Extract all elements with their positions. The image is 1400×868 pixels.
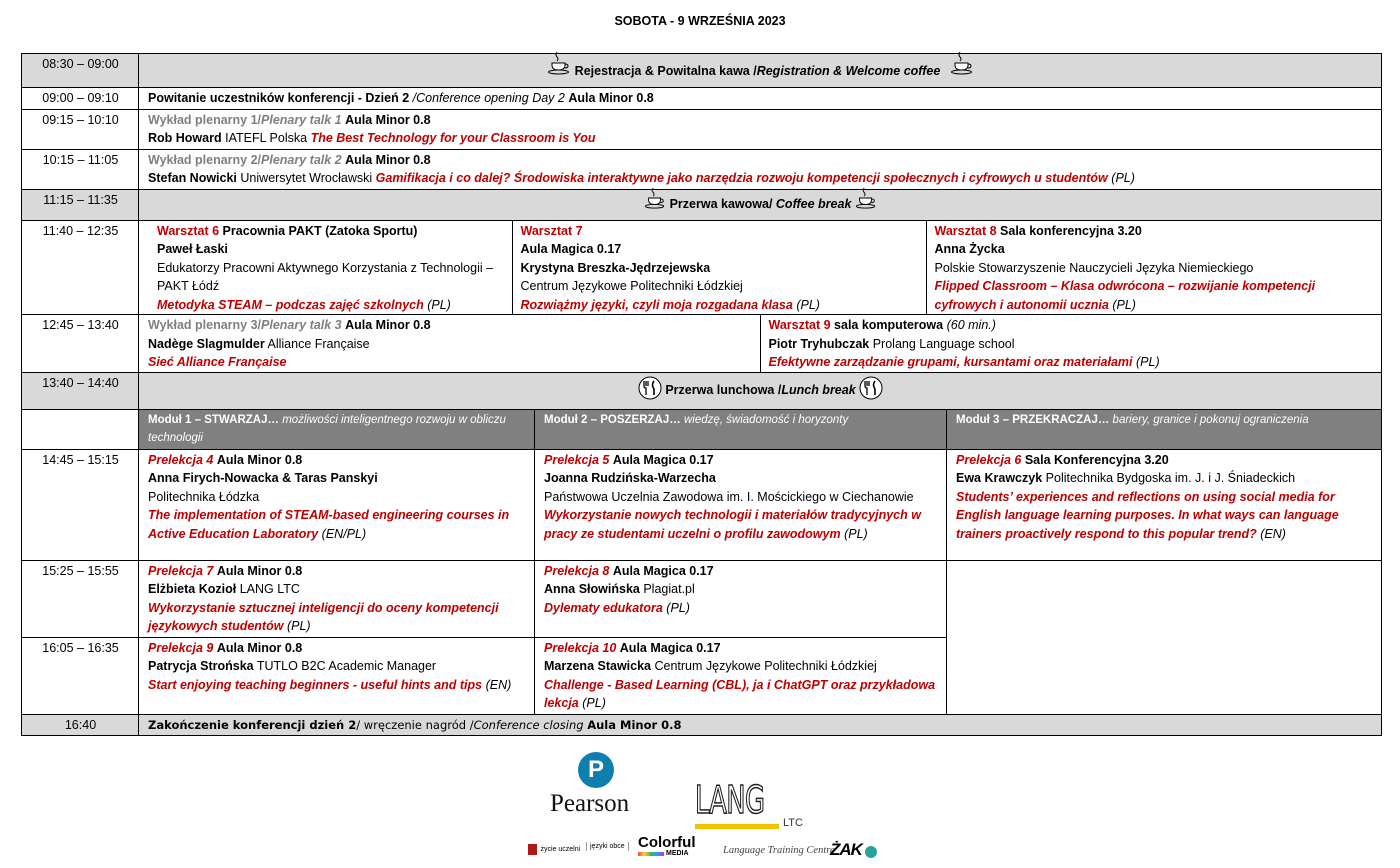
row-plenary-1 xyxy=(22,109,1382,149)
row-coffee-break xyxy=(22,189,1382,220)
row-lunch-break xyxy=(22,372,1382,409)
session-tag: Wykład plenarny 3/ xyxy=(148,318,262,332)
lang-wordmark: LANG xyxy=(695,778,765,822)
room-label: Aula Minor 0.8 xyxy=(587,717,682,732)
zycie-mark xyxy=(528,844,537,855)
session-tag: Warsztat 8 xyxy=(934,223,997,238)
speaker-name: Nadège Slagmulder xyxy=(148,336,265,351)
workshop-7 xyxy=(512,221,926,315)
zak-logo xyxy=(830,840,890,864)
coffee-break-label-en: Coffee break xyxy=(775,197,852,212)
talk-title: Dylematy edukatora xyxy=(544,600,663,615)
opening-title-en: /Conference opening Day 2 xyxy=(412,91,565,105)
plenary-3 xyxy=(139,315,760,372)
language-tag: (PL) xyxy=(286,619,311,633)
room-label: sala komputerowa xyxy=(834,318,944,332)
time-cell: 16:05 – 16:35 xyxy=(22,637,139,714)
module-desc: wiedzę, świadomość i horyzonty xyxy=(683,413,849,426)
speaker-org: LANG LTC xyxy=(239,582,300,596)
room-label: Sala konferencyjna 3.20 xyxy=(1000,223,1142,238)
lunch-label: Przerwa lunchowa / xyxy=(665,382,782,397)
talk-title: The Best Technology for your Classroom is You xyxy=(310,131,596,145)
pearson-logo xyxy=(548,752,648,822)
speaker-name: Ewa Krawczyk xyxy=(956,471,1043,485)
row-talks-1525 xyxy=(22,560,1382,637)
talk-title: Challenge - Based Learning (CBL), ja i ChatGPT oraz przykładowa lekcja xyxy=(544,677,936,710)
room-label: Aula Minor 0.8 xyxy=(345,112,431,127)
language-tag: (EN) xyxy=(1260,526,1286,541)
speaker-org: Prolang Language school xyxy=(872,336,1015,351)
coffee-break-label: Przerwa kawowa/ xyxy=(669,197,773,212)
speaker-org: Alliance Française xyxy=(267,336,370,351)
speaker-name: Paweł Łaski xyxy=(157,242,228,256)
closing-mid: / wręczenie nagród / xyxy=(356,717,474,732)
pearson-wordmark: Pearson xyxy=(550,790,630,817)
row-registration xyxy=(22,54,1382,88)
room-label: Aula Minor 0.8 xyxy=(216,563,303,578)
talk-title: Start enjoying teaching beginners - useful hints and tips xyxy=(148,677,483,692)
lunch-label-en: Lunch break xyxy=(781,382,856,397)
talk-title: Gamifikacja i co dalej? Środowiska interaktywne jako narzędzia rozwoju kompetencji społecznych i cyfrowych u studentów xyxy=(375,171,1108,185)
module-3-header xyxy=(947,409,1382,449)
speaker-org: IATEFL Polska xyxy=(225,131,308,145)
registration-label-en: Registration & Welcome coffee xyxy=(756,63,941,78)
row-closing xyxy=(22,714,1382,736)
talk-prelekcja-4 xyxy=(139,449,535,560)
duration-note: (60 min.) xyxy=(946,318,996,332)
session-tag: Prelekcja 5 xyxy=(544,452,610,467)
room-label: Aula Magica 0.17 xyxy=(612,563,714,578)
speaker-name: Marzena Stawicka xyxy=(544,659,651,673)
session-tag: Prelekcja 9 xyxy=(148,640,214,655)
language-tag: (EN) xyxy=(485,677,512,692)
talk-prelekcja-6 xyxy=(947,449,1382,560)
colorful-sub: MEDIA xyxy=(666,850,689,857)
schedule-table xyxy=(21,53,1382,736)
module-desc: możliwości inteligentnego rozwoju w obliczu technologii xyxy=(148,413,506,444)
session-tag: Warsztat 7 xyxy=(520,223,583,238)
speaker-name: Anna Słowińska xyxy=(544,582,640,596)
time-cell: 11:15 – 11:35 xyxy=(22,189,139,220)
room-label: Aula Magica 0.17 xyxy=(612,452,714,467)
lang-tagline: Language Training Centre xyxy=(723,845,835,856)
workshop-9 xyxy=(760,315,1381,372)
language-tag: (PL) xyxy=(844,526,868,541)
room-label: Aula Minor 0.8 xyxy=(345,318,431,332)
speaker-name: Piotr Tryhubczak xyxy=(768,336,870,351)
room-label: Aula Minor 0.8 xyxy=(216,640,303,655)
colorful-text: Colorful xyxy=(638,834,696,851)
language-tag: (PL) xyxy=(1111,171,1135,185)
speaker-name: Joanna Rudzińska-Warzecha xyxy=(544,471,716,485)
time-cell: 14:45 – 15:15 xyxy=(22,449,139,560)
time-cell: 13:40 – 14:40 xyxy=(22,372,139,409)
talk-title: Metodyka STEAM – podczas zajęć szkolnych xyxy=(157,297,424,312)
speaker-org: TUTLO B2C Academic Manager xyxy=(256,659,437,673)
speaker-name: Elżbieta Kozioł xyxy=(148,582,237,596)
time-cell: 10:15 – 11:05 xyxy=(22,149,139,189)
session-tag: Prelekcja 6 xyxy=(956,452,1022,467)
language-tag: (PL) xyxy=(796,297,820,312)
row-workshops xyxy=(22,220,1382,315)
session-tag: Warsztat 9 xyxy=(768,318,831,332)
row-talks-1445 xyxy=(22,449,1382,560)
talk-prelekcja-5 xyxy=(535,449,947,560)
coffee-cup-icon xyxy=(547,51,571,81)
coffee-cup-icon xyxy=(950,51,974,81)
row-plenary-3 xyxy=(22,315,1382,373)
closing-title-en: Conference closing xyxy=(473,717,584,732)
language-tag: (PL) xyxy=(427,297,451,312)
module-2-header xyxy=(535,409,947,449)
empty-cell xyxy=(947,560,1382,714)
plenary3-subtable xyxy=(139,315,1381,372)
session-tag: Prelekcja 4 xyxy=(148,452,214,467)
session-tag: Wykład plenarny 1/ xyxy=(148,112,262,127)
time-cell: 09:00 – 09:10 xyxy=(22,88,139,110)
time-cell: 15:25 – 15:55 xyxy=(22,560,139,637)
zycie-logo xyxy=(528,842,580,856)
row-opening xyxy=(22,88,1382,110)
opening-title: Powitanie uczestników konferencji - Dzień 2 xyxy=(148,91,410,105)
speaker-name: Krystyna Breszka-Jędrzejewska xyxy=(520,260,711,275)
speaker-name: Anna Firych-Nowacka & Taras Panskyi xyxy=(148,471,378,485)
speaker-org: Politechnika Bydgoska im. J. i J. Śniadeckich xyxy=(1045,471,1296,485)
row-module-headers xyxy=(22,409,1382,449)
module-title: Moduł 3 – PRZEKRACZAJ… xyxy=(956,413,1110,426)
talk-title: Efektywne zarządzanie grupami, kursantami oraz materiałami xyxy=(768,355,1133,369)
time-cell: 11:40 – 12:35 xyxy=(22,220,139,315)
module-1-header xyxy=(139,409,535,449)
language-tag: (PL) xyxy=(1136,355,1160,369)
speaker-org: Centrum Językowe Politechniki Łódzkiej xyxy=(654,659,877,673)
room-label: Aula Minor 0.8 xyxy=(345,152,431,167)
closing-title: Zakończenie konferencji dzień 2 xyxy=(148,717,357,732)
speaker-org: Plagiat.pl xyxy=(643,582,695,596)
coffee-cup-icon xyxy=(855,187,877,215)
speaker-org: Uniwersytet Wrocławski xyxy=(240,171,373,185)
speaker-name: Patrycja Strońska xyxy=(148,659,254,673)
room-label: Sala Konferencyjna 3.20 xyxy=(1024,452,1169,467)
coffee-cup-icon xyxy=(644,187,666,215)
zak-badge xyxy=(865,846,877,858)
time-cell: 16:40 xyxy=(22,714,139,736)
talk-title: Students’ experiences and reflections on using social media for English language learning purposes. In what ways can language trainers proactively respond to this popular trend? xyxy=(956,489,1339,541)
session-tag-en: Plenary talk 1 xyxy=(261,112,342,127)
talk-title: The implementation of STEAM-based engineering courses in Active Education Laboratory xyxy=(148,508,510,541)
talk-title: Rozwiążmy języki, czyli moja rozgadana klasa xyxy=(520,297,793,312)
language-tag: (PL) xyxy=(582,696,606,710)
time-cell: 08:30 – 09:00 xyxy=(22,54,139,88)
session-tag: Prelekcja 10 xyxy=(544,640,617,655)
workshop-8 xyxy=(926,221,1381,315)
module-title: Moduł 1 – STWARZAJ… xyxy=(148,413,279,426)
pearson-mark: P xyxy=(578,752,614,788)
talk-prelekcja-8 xyxy=(535,560,947,637)
talk-prelekcja-10 xyxy=(535,637,947,714)
session-tag: Wykład plenarny 2/ xyxy=(148,152,262,167)
module-title: Moduł 2 – POSZERZAJ… xyxy=(544,413,681,426)
speaker-org: Centrum Językowe Politechniki Łódzkiej xyxy=(520,279,743,293)
room-label: Aula Magica 0.17 xyxy=(520,242,622,256)
time-cell: 12:45 – 13:40 xyxy=(22,315,139,373)
room-label: Aula Magica 0.17 xyxy=(619,640,721,655)
cutlery-icon xyxy=(859,376,883,406)
language-tag: (PL) xyxy=(666,600,690,615)
session-tag-en: Plenary talk 3 xyxy=(261,318,342,332)
talk-title: Flipped Classroom – Klasa odwrócona – rozwijanie kompetencji cyfrowych i autonomii ucznia xyxy=(934,279,1316,312)
speaker-org: Państwowa Uczelnia Zawodowa im. I. Mościckiego w Ciechanowie xyxy=(544,489,914,504)
workshops-subtable xyxy=(139,221,1381,315)
row-plenary-2 xyxy=(22,149,1382,189)
talk-prelekcja-7 xyxy=(139,560,535,637)
language-tag: (PL) xyxy=(1112,297,1136,312)
room-label: Aula Minor 0.8 xyxy=(216,452,303,467)
language-tag: (EN/PL) xyxy=(321,526,367,541)
room-label: Pracownia PAKT (Zatoka Sportu) xyxy=(222,223,418,238)
speaker-org: Edukatorzy Pracowni Aktywnego Korzystania z Technologii – PAKT Łódź xyxy=(157,260,494,293)
zak-text: ŻAK xyxy=(830,840,862,859)
session-tag-en: Plenary talk 2 xyxy=(261,152,342,167)
time-cell: 09:15 – 10:10 xyxy=(22,109,139,149)
cutlery-icon xyxy=(638,376,662,406)
speaker-org: Polskie Stowarzyszenie Nauczycieli Języka Niemieckiego xyxy=(934,260,1254,275)
lang-sub: LTC xyxy=(783,817,803,829)
colorful-stripe xyxy=(638,852,664,856)
talk-title: Wykorzystanie nowych technologii i materiałów tradycyjnych w pracy ze studentami uczelni o profilu zawodowym xyxy=(544,508,921,541)
registration-label: Rejestracja & Powitalna kawa / xyxy=(574,63,757,78)
lang-yellow-bar xyxy=(695,824,779,829)
session-tag: Prelekcja 8 xyxy=(544,563,610,578)
room-label: Aula Minor 0.8 xyxy=(568,91,654,105)
workshop-6 xyxy=(139,221,512,315)
talk-title: Sieć Alliance Française xyxy=(148,355,287,369)
speaker-name: Stefan Nowicki xyxy=(148,171,237,185)
speaker-name: Rob Howard xyxy=(148,131,222,145)
session-tag: Prelekcja 7 xyxy=(148,563,214,578)
speaker-name: Anna Życka xyxy=(934,242,1005,256)
colorful-media-logo xyxy=(638,835,722,859)
module-desc: bariery, granice i pokonuj ograniczenia xyxy=(1112,413,1309,426)
speaker-org: Politechnika Łódzka xyxy=(148,489,260,504)
lang-logo xyxy=(695,778,815,834)
zycie-text: życie uczelni xyxy=(540,846,581,854)
page-title: SOBOTA - 9 WRZEŚNIA 2023 xyxy=(614,14,786,28)
session-tag: Warsztat 6 xyxy=(157,223,220,238)
talk-prelekcja-9 xyxy=(139,637,535,714)
jezyki-logo: języki obce xyxy=(586,842,629,851)
talk-title: Wykorzystanie sztucznej inteligencji do oceny kompetencji językowych studentów xyxy=(148,600,499,633)
